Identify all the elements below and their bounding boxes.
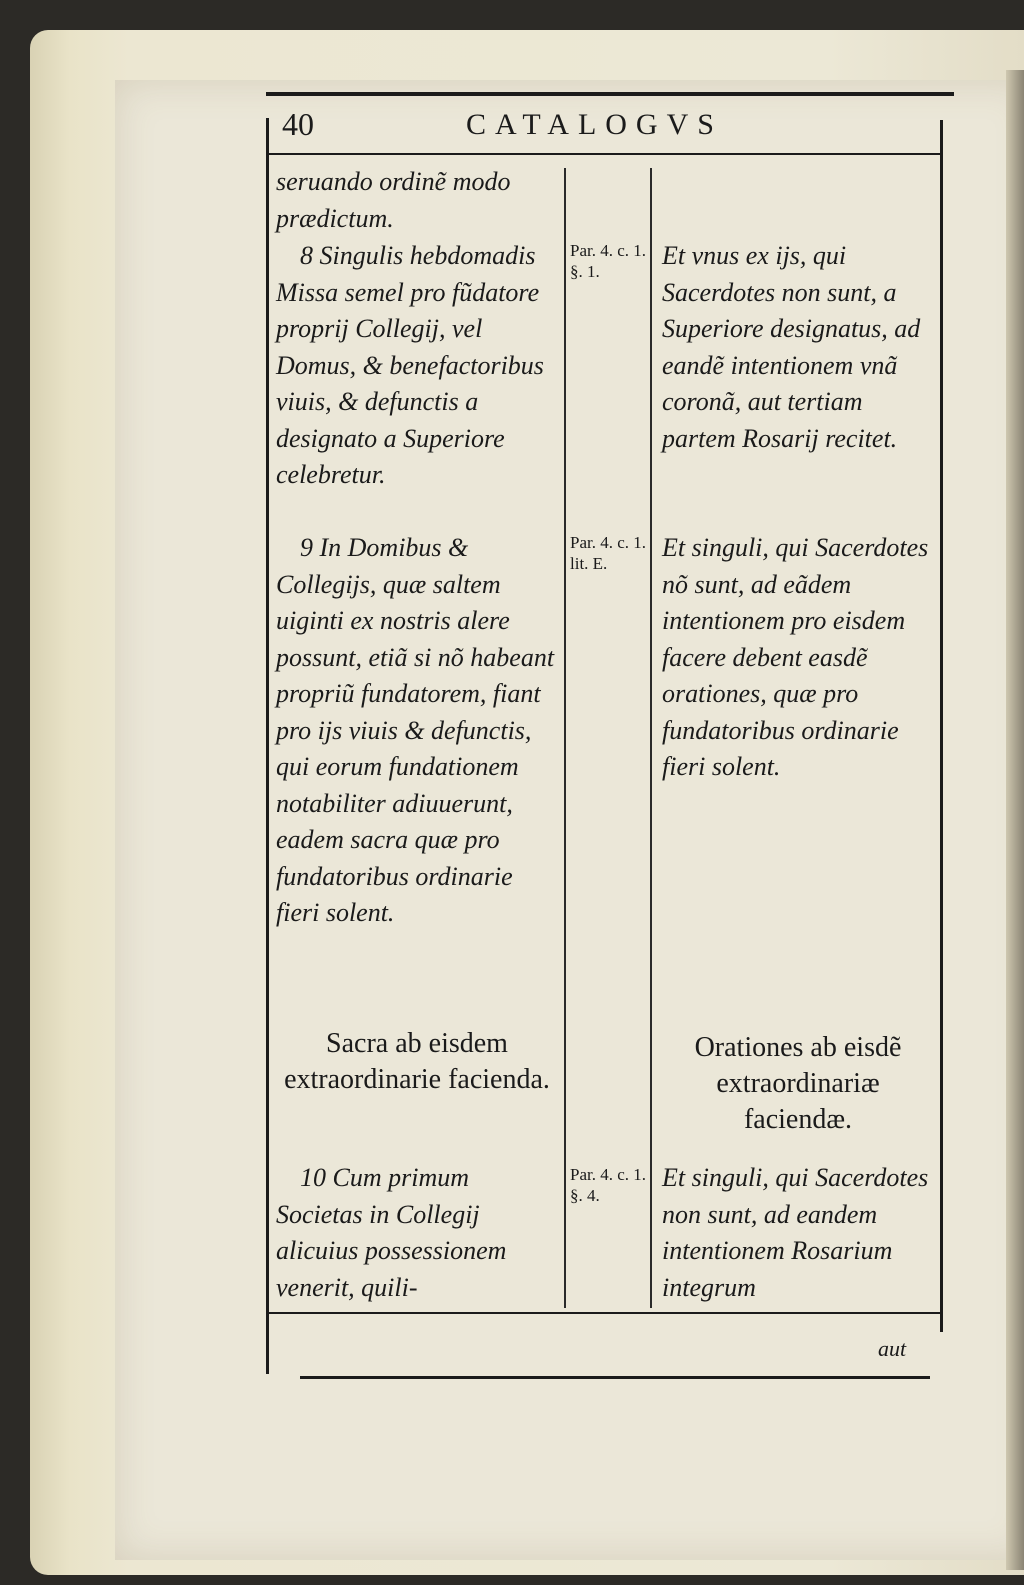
- column-divider-left: [564, 168, 566, 1308]
- right-section-heading: Orationes ab eisdẽ extraordinariæ faciendæ.: [694, 1032, 902, 1135]
- top-rule: [266, 153, 942, 155]
- left-item-10: 10 Cum primum Societas in Collegij alicuius possessionem venerit, quili-: [276, 1163, 507, 1302]
- page-number: 40: [282, 106, 314, 142]
- header-rule: [266, 92, 954, 96]
- left-continuation: seruando ordinẽ modo prædictum.: [276, 167, 511, 233]
- margin-reference: Par. 4. c. 1. §. 4.: [570, 1165, 647, 1205]
- column-divider-right: [650, 168, 652, 1308]
- left-item-8: 8 Singulis hebdomadis Missa semel pro fũdatore proprij Collegij, vel Domus, & benefactoribus viuis, & defunctis a designato a Superiore celebretur.: [276, 241, 544, 489]
- right-paragraph-2: Et singuli, qui Sacerdotes nõ sunt, ad eãdem intentionem pro eisdem facere debent easdẽ orationes, quæ pro fundatoribus ordinarie fieri solent.: [662, 533, 929, 781]
- right-paragraph-3: Et singuli, qui Sacerdotes non sunt, ad eandem intentionem Rosarium integrum: [662, 1163, 929, 1302]
- margin-reference: Par. 4. c. 1. §. 1.: [570, 241, 647, 281]
- right-paragraph-1: Et vnus ex ijs, qui Sacerdotes non sunt, a Superiore designatus, ad eandẽ intentionem vnã coronã, aut tertiam partem Rosarij recitet.: [662, 241, 921, 453]
- margin-reference: Par. 4. c. 1. lit. E.: [570, 533, 647, 573]
- left-section-heading: Sacra ab eisdem extraordinarie facienda.: [284, 1028, 550, 1095]
- bottom-rule: [266, 1312, 942, 1314]
- left-item-9: 9 In Domibus & Collegijs, quæ saltem uiginti ex nostris alere possunt, etiã si nõ habeant propriũ fundatorem, fiant pro ijs viuis & defunctis, qui eorum fundationem notabiliter adiuuerunt, eadem sacra quæ pro fundatoribus ordinarie fieri solent.: [276, 533, 555, 927]
- adjacent-page-edge: [1006, 70, 1024, 1570]
- running-head: CATALOGVS: [466, 108, 723, 141]
- foot-rule: [300, 1376, 930, 1379]
- frame-right-rule: [940, 120, 943, 1332]
- frame-left-rule: [266, 118, 269, 1374]
- catchword: aut: [878, 1336, 907, 1361]
